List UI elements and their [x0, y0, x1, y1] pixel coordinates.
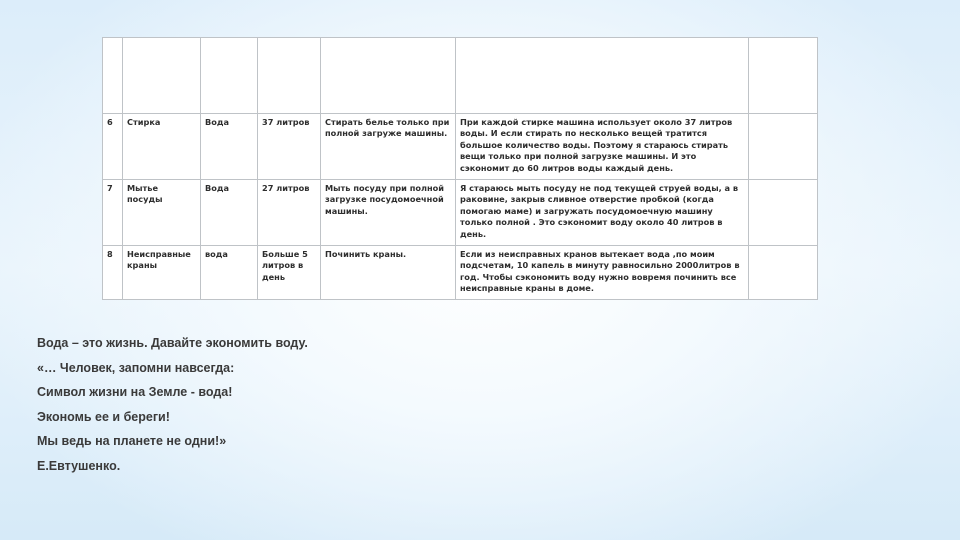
quote-line: Символ жизни на Земле - вода!	[37, 385, 233, 399]
table-header-row	[103, 38, 818, 114]
empty-cell	[123, 38, 201, 114]
quote-line: Экономь ее и береги!	[37, 409, 170, 424]
table-row	[103, 114, 818, 180]
quote-block	[37, 331, 637, 478]
amount-cell: 27 литров	[258, 180, 321, 246]
tip-cell: Мыть посуду при полной загрузке посудомоечной машины.	[321, 180, 456, 246]
row-number: 8	[103, 246, 123, 300]
quote-author: Е.Евтушенко.	[37, 458, 121, 473]
row-number: 7	[103, 180, 123, 246]
amount-cell: 37 литров	[258, 114, 321, 180]
empty-cell	[749, 114, 818, 180]
description-cell: Я стараюсь мыть посуду не под текущей струей воды, а в раковине, закрыв сливное отверстие пробкой (когда помогаю маме) и загружать посудомоечную машину только полной . Это сэкономит воду около 40 литров в день.	[456, 180, 749, 246]
empty-cell	[749, 246, 818, 300]
quote-line: «… Человек, запомни навсегда:	[37, 360, 235, 375]
resource-cell: Вода	[201, 114, 258, 180]
table-row	[103, 180, 818, 246]
activity-cell: Мытье посуды	[123, 180, 201, 246]
water-saving-table	[102, 37, 817, 307]
empty-cell	[201, 38, 258, 114]
empty-cell	[258, 38, 321, 114]
activity-cell: Стирка	[123, 114, 201, 180]
resource-cell: Вода	[201, 180, 258, 246]
activity-cell: Неисправные краны	[123, 246, 201, 300]
quote-line-heading: Вода – это жизнь. Давайте экономить воду.	[37, 336, 308, 350]
empty-cell	[749, 180, 818, 246]
description-cell: Если из неисправных кранов вытекает вода ,по моим подсчетам, 10 капель в минуту равносильно 2000литров в год. Чтобы сэкономить воду нужно вовремя починить все неисправные краны в доме.	[456, 246, 749, 300]
table-row	[103, 246, 818, 300]
tip-cell: Стирать белье только при полной загруже машины.	[321, 114, 456, 180]
table	[102, 37, 818, 300]
row-number: 6	[103, 114, 123, 180]
empty-cell	[103, 38, 123, 114]
amount-cell: Больше 5 литров в день	[258, 246, 321, 300]
tip-cell: Починить краны.	[321, 246, 456, 300]
empty-cell	[749, 38, 818, 114]
empty-cell	[456, 38, 749, 114]
quote-line: Мы ведь на планете не одни!»	[37, 434, 227, 448]
empty-cell	[321, 38, 456, 114]
resource-cell: вода	[201, 246, 258, 300]
description-cell: При каждой стирке машина использует около 37 литров воды. И если стирать по несколько вещей тратится большое количество воды. Поэтому я стараюсь стирать вещи только при полной загрузке машины. И это сэкономит до 60 литров воды каждый день.	[456, 114, 749, 180]
